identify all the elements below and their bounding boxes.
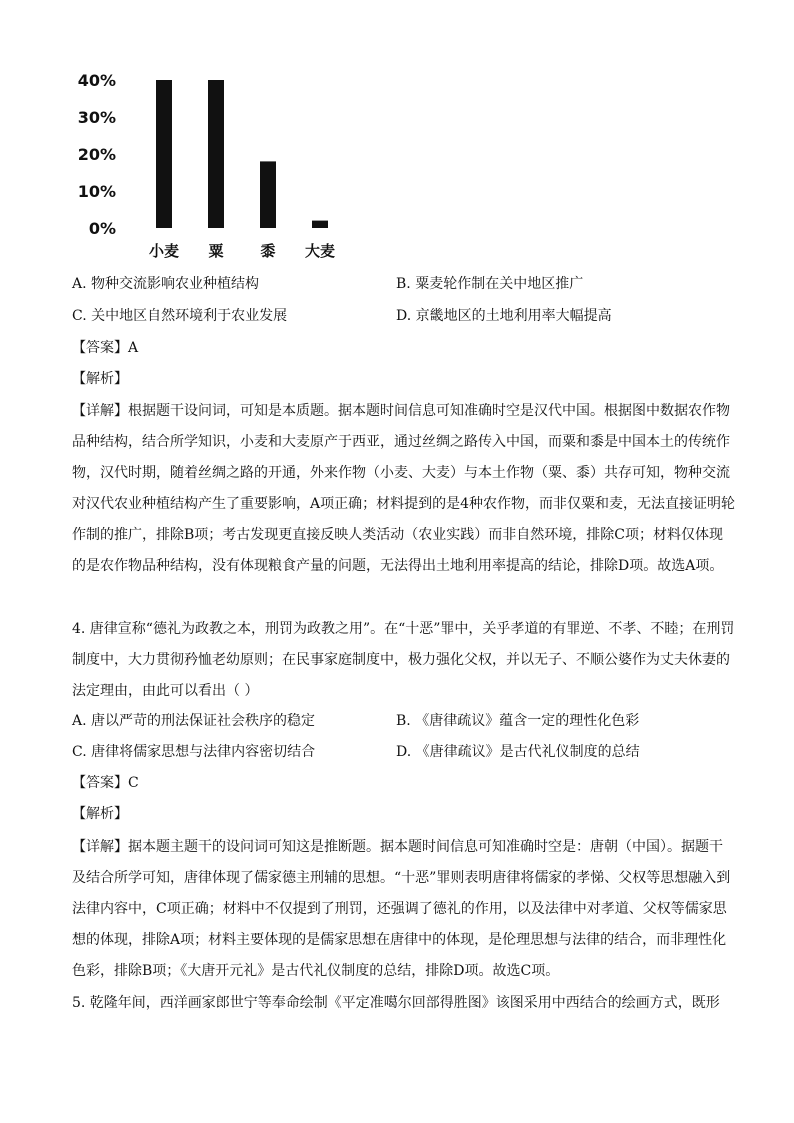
q3-option-b: B. 粟麦轮作制在关中地区推广 xyxy=(396,276,584,292)
q4-option-a: A. 唐以严苛的刑法保证社会秩序的稳定 xyxy=(72,713,316,729)
q4-analysis-label: 【解析】 xyxy=(72,806,128,822)
q3-answer: 【答案】A xyxy=(72,340,139,356)
q4-answer: 【答案】C xyxy=(72,775,139,791)
y-tick-label: 40% xyxy=(77,71,116,90)
q3-option-c: C. 关中地区自然环境利于农业发展 xyxy=(72,308,288,324)
y-tick-label: 30% xyxy=(77,108,116,127)
x-category-label: 大麦 xyxy=(304,242,336,260)
q4-option-b: B. 《唐律疏议》蕴含一定的理性化色彩 xyxy=(396,713,640,729)
q4-stem: 4. 唐律宣称“德礼为政教之本，刑罚为政教之用”。在“十恶”罪中，关乎孝道的有罪逆、不孝、不睦；在刑罚制度中，大力贯彻矜恤老幼原则；在民事家庭制度中，极力强化父权，并以无子、不顺公婆作为丈夫休妻的法定理由，由此可以看出（ ） xyxy=(72,621,735,699)
bar xyxy=(312,221,328,228)
q3-option-a: A. 物种交流影响农业种植结构 xyxy=(72,276,260,292)
q4-option-c: C. 唐律将儒家思想与法律内容密切结合 xyxy=(72,744,316,760)
y-tick-label: 20% xyxy=(77,145,116,164)
q3-detail: 【详解】根据题干设问词，可知是本质题。据本题时间信息可知准确时空是汉代中国。根据图中数据农作物品种结构，结合所学知识，小麦和大麦原产于西亚，通过丝绸之路传入中国，而粟和黍是中国本土的传统作物，汉代时期，随着丝绸之路的开通，外来作物（小麦、大麦）与本土作物（粟、黍）共存可知，物种交流对汉代农业种植结构产生了重要影响，A项正确；材料提到的是4种农作物，而非仅粟和麦，无法直接证明轮作制的推广，排除B项；考古发现更直接反映人类活动（农业实践）而非自然环境，排除C项；材料仅体现的是农作物品种结构，没有体现粮食产量的问题，无法得出土地利用率提高的结论，排除D项。故选A项。 xyxy=(72,403,736,574)
q4-detail: 【详解】据本题主题干的设问词可知这是推断题。据本题时间信息可知准确时空是：唐朝（中国）。据题干及结合所学可知，唐律体现了儒家德主刑辅的思想。“十恶”罪则表明唐律将儒家的孝悌、父权等思想融入到法律内容中，C项正确；材料中不仅提到了刑罚，还强调了德礼的作用，以及法律中对孝道、父权等儒家思想的体现，排除A项；材料主要体现的是儒家思想在唐律中的体现，是伦理思想与法律的结合，而非理性化色彩，排除B项；《大唐开元礼》是古代礼仪制度的总结，排除D项。故选C项。 xyxy=(72,839,731,979)
x-category-label: 粟 xyxy=(208,242,224,260)
bar xyxy=(208,80,224,228)
crop-structure-bar-chart xyxy=(70,60,350,270)
bar xyxy=(260,161,276,228)
bar-chart-svg xyxy=(70,60,350,270)
y-tick-label: 0% xyxy=(88,219,116,238)
x-category-label: 黍 xyxy=(260,242,276,260)
x-category-label: 小麦 xyxy=(148,242,180,260)
bar xyxy=(156,80,172,228)
q4-option-d: D. 《唐律疏议》是古代礼仪制度的总结 xyxy=(396,744,640,760)
q3-analysis-label: 【解析】 xyxy=(72,371,128,387)
q5-stem: 5. 乾隆年间，西洋画家郎世宁等奉命绘制《平定准噶尔回部得胜图》该图采用中西结合的绘画方式，既形 xyxy=(72,995,720,1011)
y-tick-label: 10% xyxy=(77,182,116,201)
q3-option-d: D. 京畿地区的土地利用率大幅提高 xyxy=(396,308,612,324)
